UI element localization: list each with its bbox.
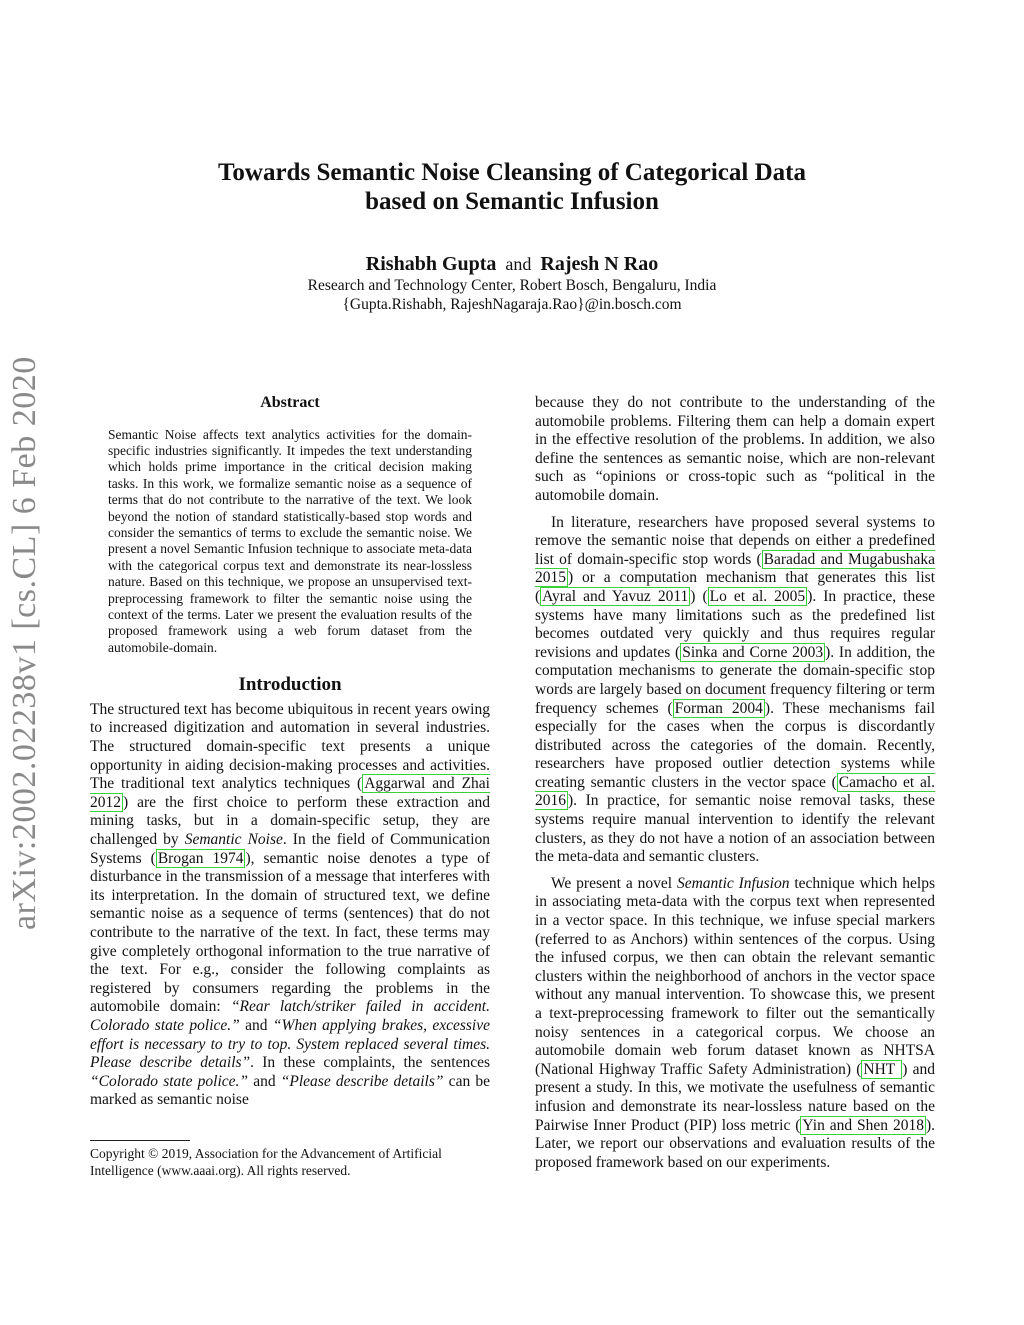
text-span: The structured text has become ubiquitous in recent years owing to increased digitization and automation in several industries. The structured domain-specific text presents a unique opportunity in aiding decision-making processes and activities. The traditional text analytics techniques ( [90, 700, 490, 793]
citation-link[interactable]: Camacho et al. 2016 [535, 773, 936, 810]
right-column [535, 394, 935, 1172]
author-1: Rishabh Gupta [365, 253, 497, 275]
paper-title [0, 158, 1024, 216]
quote: “Rear latch/striker failed in accident. Colorado state police.” [90, 998, 490, 1034]
quote: “Please describe details” [280, 1072, 444, 1090]
affiliation: Research and Technology Center, Robert Bosch, Bengaluru, India [307, 277, 717, 294]
footnote-rule [90, 1140, 190, 1141]
text-span: ) ( [690, 587, 708, 605]
text-span: technique which helps in associating meta-data with the corpus text when represented in a vector space. In this technique, we infuse special markers (referred to as Anchors) within sentences of the corpus. Using the infused corpus, we then can obtain the relevant semantic clusters within the neighborhood of anchors in the vector space without any manual intervention. To showcase this, we present a text-preprocessing framework to filter out the semantically noisy sentences in a categorical corpus. We choose an automobile domain web forum dataset known as NHTSA (National Highway Traffic Safety Administration) ( [535, 874, 936, 1078]
citation-link[interactable]: Forman 2004 [674, 699, 763, 717]
quote: “When applying brakes, excessive effort is necessary to try to top. System replaced several times. Please describe details” [90, 1016, 490, 1072]
authors [0, 253, 1024, 275]
author-conjunction: and [505, 254, 532, 274]
citation-link[interactable]: Lo et al. 2005 [709, 587, 806, 605]
citation-link[interactable]: NHT [863, 1060, 901, 1078]
text-span: and [239, 1016, 273, 1034]
text-span: ) and present a study. In this, we motivate the usefulness of semantic infusion and demonstrate its near-lossless nature based on the Pairwise Inner Product (PIP) loss metric ( [535, 1060, 935, 1134]
citation-link[interactable]: Ayral and Yavuz 2011 [542, 587, 689, 605]
emails: {Gupta.Rishabh, RajeshNagaraja.Rao}@in.bosch.com [342, 296, 682, 313]
text-span: We present a novel [551, 874, 677, 892]
text-span: In literature, researchers have proposed several systems to remove the semantic noise that depends on either a predefined list of domain-specific stop words ( [535, 513, 935, 568]
intro-paragraph-1 [90, 701, 490, 1110]
abstract-heading: Abstract [260, 394, 320, 411]
emphasis: Semantic Noise [184, 831, 283, 849]
text-span: and [248, 1072, 281, 1090]
text-span: ). In addition, the computation mechanisms to generate the domain-specific stop words are largely based on document frequency filtering or term frequency schemes ( [535, 643, 936, 717]
text-span: ) or a computation mechanism that generates this list ( [535, 569, 935, 605]
copyright-footnote [90, 1140, 490, 1179]
text-span: can be marked as semantic noise [90, 1072, 490, 1109]
introduction-heading: Introduction [238, 674, 342, 696]
emphasis: Semantic Infusion [676, 874, 790, 892]
arxiv-stamp: arXiv:2002.02238v1 [cs.CL] 6 Feb 2020 [6, 356, 43, 930]
text-span: ), semantic noise denotes a type of disturbance in the transmission of a message that interferes with its interpretation. In the domain of structured text, we define semantic noise as a sequence of terms (sentences) that do not contribute to the narrative of the text. In fact, these terms may give completely orthogonal information to the true narrative of the text. For e.g., consider the following complaints as registered by consumers regarding the problems in the automobile domain: [90, 849, 491, 1016]
intro-paragraph-3 [535, 875, 935, 1173]
intro-paragraph-2 [535, 514, 935, 867]
abstract-text: Semantic Noise affects text analytics activities for the domain-specific industries significantly. It impedes the text understanding which holds prime importance in the critical decision making tasks. In this work, we formalize semantic noise as a sequence of terms that do not contribute to the narrative of the text. We look beyond the notion of standard statistically-based stop words and consider the semantics of terms to exclude the semantic noise. We present a novel Semantic Infusion technique to associate meta-data with the categorical corpus text and demonstrate its near-lossless nature. Based on this technique, we propose an unsupervised text-preprocessing framework to filter the semantic noise using the context of the terms. Later we present the evaluation results of the proposed framework using a web forum dataset from the automobile-domain. [108, 426, 472, 655]
citation-link[interactable]: Aggarwal and Zhai 2012 [90, 775, 490, 811]
text-span: ). Later, we report our observations and evaluation results of the proposed framework based on our experiments. [535, 1116, 935, 1171]
citation-link[interactable]: Sinka and Corne 2003 [682, 643, 824, 661]
text-span: . In the field of Communication Systems ( [90, 831, 491, 867]
title-line-1: Towards Semantic Noise Cleansing of Categorical Data [218, 159, 806, 186]
text-span: ). These mechanisms fail especially for the cases when the corpus is discordantly distributed across the categories of the domain. Recently, researchers have proposed outlier detection systems while creating semantic clusters in the vector space ( [535, 699, 935, 791]
citation-link[interactable]: Brogan 1974 [157, 849, 244, 867]
citation-link[interactable]: Yin and Shen 2018 [802, 1116, 924, 1134]
text-span: ). In practice, for semantic noise removal tasks, these systems require manual intervention to identify the relevant clusters, as they do not have a notion of an association between the meta-data and semantic clusters. [535, 792, 935, 866]
affiliation-block [0, 276, 1024, 314]
citation-link[interactable]: Baradad and Mugabushaka 2015 [535, 550, 935, 587]
footnote-text: Copyright © 2019, Association for the Advancement of Artificial Intelligence (www.aaai.org). All rights reserved. [90, 1146, 442, 1178]
author-2: Rajesh N Rao [540, 253, 659, 275]
text-span: . In these complaints, the sentences [250, 1054, 490, 1072]
quote: “Colorado state police.” [90, 1072, 249, 1090]
text-span: ) are the first choice to perform these extraction and mining tasks, but in a domain-specific setup, they are challenged by [90, 793, 490, 849]
left-column [90, 394, 490, 1110]
intro-paragraph-1-continued: because they do not contribute to the understanding of the automobile problems. Filtering them can help a domain expert in the effective resolution of the problems. In addition, we also define the sentences as semantic noise, which are non-relevant such as “opinions or cross-topic such as “political in the automobile domain. [535, 394, 935, 504]
text-span: ). In practice, these systems have many limitations such as the predefined list becomes outdated very quickly and thus requires regular revisions and updates ( [535, 587, 935, 661]
title-line-2: based on Semantic Infusion [365, 188, 659, 215]
